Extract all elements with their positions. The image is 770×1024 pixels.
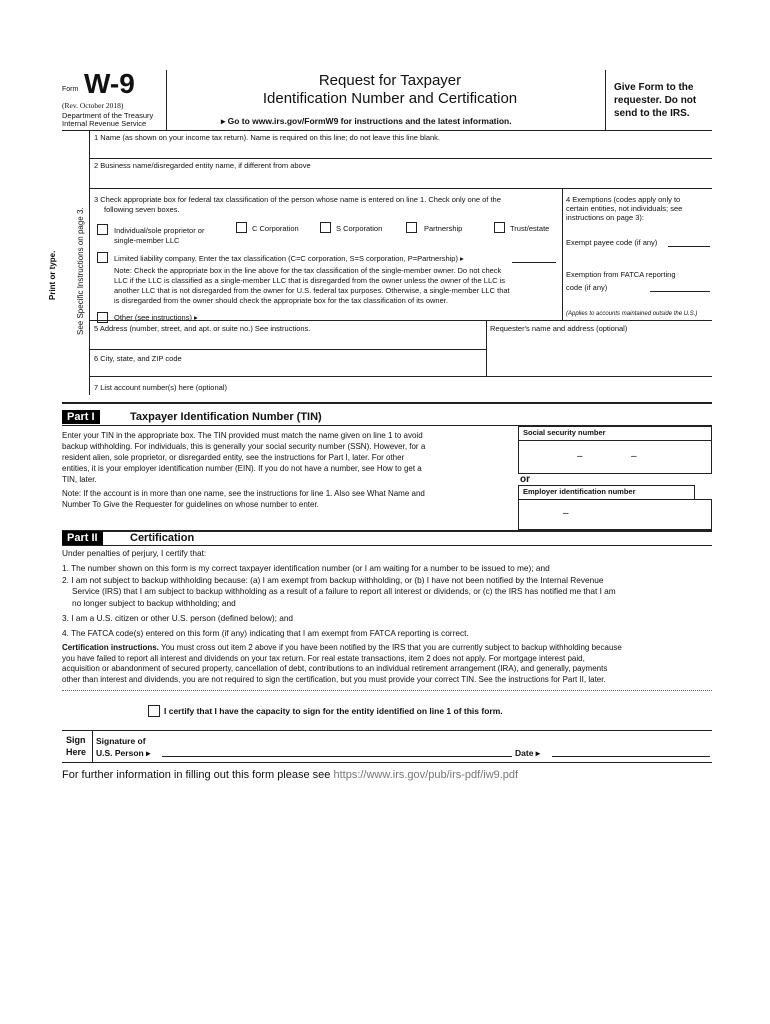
other-label: Other (see instructions) ▸ xyxy=(114,313,198,322)
s-corporation-label: S Corporation xyxy=(336,224,383,233)
fatca-label-cont: code (if any) xyxy=(566,283,608,292)
partnership-label: Partnership xyxy=(424,224,463,233)
revision: (Rev. October 2018) xyxy=(62,101,124,110)
give-form-line3: send to the IRS. xyxy=(614,108,690,119)
exempt-payee-label: Exempt payee code (if any) xyxy=(566,238,658,247)
fatca-code-field[interactable] xyxy=(650,291,710,292)
individual-label: Individual/sole proprietor or xyxy=(114,226,205,235)
certification-list: 1. The number shown on this form is my correct taxpayer identification number (or I am waiting for a number to be issued to me); and 2. I am not subject to backup withholding because: (a) I am exempt from backup withholding, or (b) I have not been notified by the Internal Revenue Service (IRS) that I am subject to backup withholding as a result of a failure to report all interest or dividends, or (c) the IRS has notified me that I am no longer subject to backup withholding; and 3. I am a U.S. citizen or other U.S. person (defined below); and 4. The FATCA code(s) entered on this form (if any) indicating that I am exempt from FATCA reporting is correct. xyxy=(62,563,722,639)
side-print-type: Print or type. xyxy=(48,250,57,300)
note-line2: LLC if the LLC is classified as a single-member LLC that is disregarded from the owner unless the owner of the LLC is xyxy=(114,276,506,285)
line6-label: 6 City, state, and ZIP code xyxy=(94,354,182,363)
cert-item-1: 1. The number shown on this form is my correct taxpayer identification number (or I am waiting for a number to be issued to me); and xyxy=(62,563,550,573)
checkbox-other[interactable] xyxy=(97,312,108,323)
llc-classification-field[interactable] xyxy=(512,262,556,263)
dept-treasury: Department of the Treasury xyxy=(62,111,154,120)
give-form-line1: Give Form to the xyxy=(614,82,694,93)
checkbox-llc[interactable] xyxy=(97,252,108,263)
form-number: W-9 xyxy=(84,68,135,99)
footer-info: For further information in filling out this form please see https://www.irs.gov/pub/irs-pdf/iw9.pdf xyxy=(62,769,519,781)
line3-label-cont: following seven boxes. xyxy=(104,205,180,214)
exemptions-label-cont2: instructions on page 3): xyxy=(566,213,644,222)
goto-instructions: ▸ Go to www.irs.gov/FormW9 for instructions and the latest information. xyxy=(221,116,512,126)
here-label: Here xyxy=(66,747,87,757)
capacity-statement: I certify that I have the capacity to sign for the entity identified on line 1 of this form. xyxy=(164,706,503,716)
fatca-label: Exemption from FATCA reporting xyxy=(566,270,676,279)
date-field[interactable] xyxy=(552,756,710,757)
note-line3: another LLC that is not disregarded from the owner for U.S. federal tax purposes. Otherwise, a single-member LLC that xyxy=(114,286,510,295)
form-title-line2: Identification Number and Certification xyxy=(262,90,518,107)
exemptions-label: 4 Exemptions (codes apply only to xyxy=(566,195,681,204)
note-line1: Note: Check the appropriate box in the line above for the tax classification of the single-member owner. Do not check xyxy=(114,266,502,275)
dept-irs: Internal Revenue Service xyxy=(62,119,147,128)
line2-business-field[interactable] xyxy=(92,171,710,185)
applies-note: (Applies to accounts maintained outside the U.S.) xyxy=(566,311,698,317)
llc-label: Limited liability company. Enter the tax classification (C=C corporation, S=S corporation, P=Partnership) ▸ xyxy=(114,254,464,263)
line7-label: 7 List account number(s) here (optional) xyxy=(94,383,227,392)
checkbox-partnership[interactable] xyxy=(406,222,417,233)
form-word: Form xyxy=(62,86,79,93)
side-instructions xyxy=(48,100,68,300)
form-title-line1: Request for Taxpayer xyxy=(318,72,462,89)
individual-label-cont: single-member LLC xyxy=(114,236,180,245)
part1-label: Part I xyxy=(62,410,100,424)
ssn-input[interactable]: – – xyxy=(518,440,712,474)
trust-estate-label: Trust/estate xyxy=(510,224,550,233)
line2-label: 2 Business name/disregarded entity name, if different from above xyxy=(94,161,311,170)
ein-header: Employer identification number xyxy=(518,485,695,500)
requester-label: Requester's name and address (optional) xyxy=(490,324,628,333)
line1-name-field[interactable] xyxy=(92,143,710,157)
exempt-payee-field[interactable] xyxy=(668,246,710,247)
line1-label: 1 Name (as shown on your income tax return). Name is required on this line; do not leave this line blank. xyxy=(94,133,441,142)
certification-instructions: Certification instructions. You must cross out item 2 above if you have been notified by the IRS that you are currently subject to backup withholding because you have failed to report all interest and dividends on your tax return. For real estate transactions, item 2 does not apply. For mortgage interest paid, acquisition or abandonment of secured property, cancellation of debt, contributions to an individual retirement arrangement (IRA), and generally, payments other than interest and dividends, you are not required to sign the certification, but you must provide your correct TIN. See the instructions for Part II, later. xyxy=(62,643,622,684)
part1-instructions: Enter your TIN in the appropriate box. The TIN provided must match the name given on line 1 to avoid backup withholding. For individuals, this is generally your social security number (SSN). However, for a resident alien, sole proprietor, or disregarded entity, see the instructions for Part I, later. For other entities, it is your employer identification number (EIN). If you do not have a number, see How to get a TIN, later. xyxy=(62,431,426,484)
checkbox-c-corporation[interactable] xyxy=(236,222,247,233)
checkbox-individual[interactable] xyxy=(97,224,108,235)
give-form-line2: requester. Do not xyxy=(614,95,697,106)
checkbox-s-corporation[interactable] xyxy=(320,222,331,233)
cert-item-4: 4. The FATCA code(s) entered on this form (if any) indicating that I am exempt from FATCA reporting is correct. xyxy=(62,627,469,638)
sign-label: Sign xyxy=(66,735,86,745)
ssn-header: Social security number xyxy=(518,426,712,441)
ein-input[interactable]: – xyxy=(518,499,712,530)
side-see-instructions: See Specific Instructions on page 3. xyxy=(76,207,85,335)
line5-label: 5 Address (number, street, and apt. or suite no.) See instructions. xyxy=(94,324,311,333)
part2-title: Certification xyxy=(130,532,195,544)
signature-label: Signature of xyxy=(96,736,146,746)
cert-item-3: 3. I am a U.S. citizen or other U.S. person (defined below); and xyxy=(62,613,294,623)
cert-item-2: 2. I am not subject to backup withholding because: (a) I am exempt from backup withholding, or (b) I have not been notified by the Internal Revenue xyxy=(62,574,604,585)
perjury-statement: Under penalties of perjury, I certify that: xyxy=(62,548,207,558)
line3-label: 3 Check appropriate box for federal tax classification of the person whose name is entered on line 1. Check only one of the xyxy=(94,195,501,204)
us-person-label: U.S. Person ▸ xyxy=(96,748,151,758)
c-corporation-label: C Corporation xyxy=(252,224,299,233)
part2-label: Part II xyxy=(62,531,103,545)
or-label: or xyxy=(520,474,530,485)
capacity-checkbox[interactable] xyxy=(148,705,160,717)
note-line4: is disregarded from the owner should check the appropriate box for the tax classification of its owner. xyxy=(114,296,448,305)
date-label: Date ▸ xyxy=(515,748,541,758)
signature-field[interactable] xyxy=(162,756,512,757)
exemptions-label-cont1: certain entities, not individuals; see xyxy=(566,204,683,213)
part1-title: Taxpayer Identification Number (TIN) xyxy=(130,411,322,423)
checkbox-trust-estate[interactable] xyxy=(494,222,505,233)
footer-link[interactable]: https://www.irs.gov/pub/irs-pdf/iw9.pdf xyxy=(333,769,519,781)
part1-note: Note: If the account is in more than one name, see the instructions for line 1. Also see What Name and Number To Give the Requester for guidelines on whose number to enter. xyxy=(62,489,425,509)
